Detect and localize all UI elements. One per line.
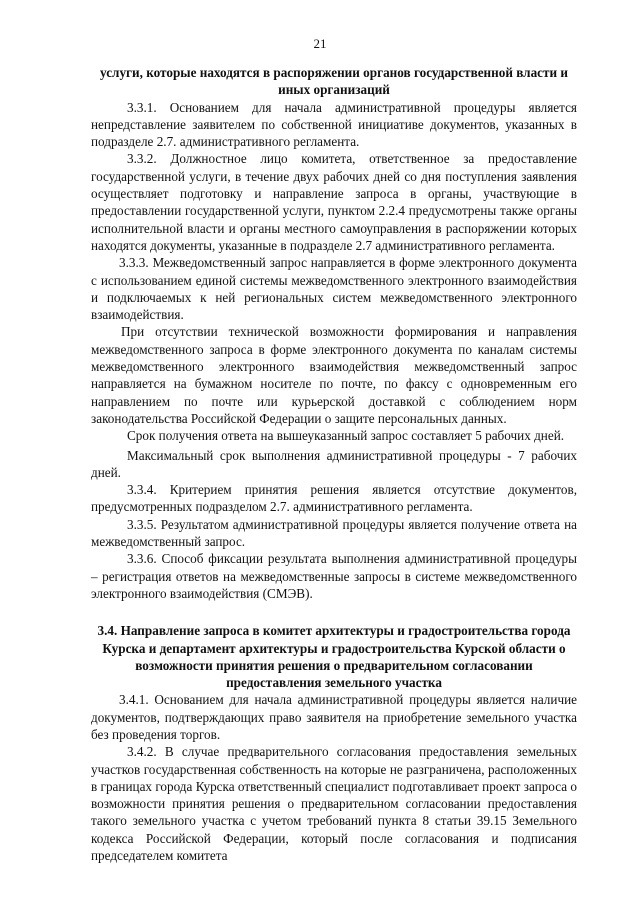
paragraph-3-3-4: 3.3.4. Критерием принятия решения является отсутствие документов, предусмотренных подразделом 2.7. административного регламента.: [91, 482, 577, 515]
paragraph-3-3-1: 3.3.1. Основанием для начала административной процедуры является непредставление заявителем по собственной инициативе документов, указанных в подразделе 2.7. административного регламента.: [91, 99, 577, 150]
paragraph-response-term: Срок получения ответа на вышеуказанный запрос составляет 5 рабочих дней.: [127, 428, 565, 444]
paragraph-3-3-3: 3.3.3. Межведомственный запрос направляется в форме электронного документа с использованием единой системы межведомственного электронного взаимодействия и подключаемых к ней региональных систем межведомственного электронного взаимодействия.: [91, 255, 577, 323]
paragraph-no-tech-possibility: При отсутствии технической возможности формирования и направления межведомственного запроса в форме электронного документа по каналам системы межведомственного электронного взаимодействия межведомственный запрос направляется на бумажном носителе по почте, по факсу с одновременным его направлением по почте или курьерской доставкой с соблюдением норм законодательства Российской Федерации о защите персональных данных.: [91, 324, 577, 426]
section-heading-3-4: 3.4. Направление запроса в комитет архитектуры и градостроительства города Курска и департамент архитектуры и градостроительства Курской области о возможности принятия решения о предварительном согласовании предоставления земельного участка: [97, 623, 571, 691]
paragraph-3-4-1: 3.4.1. Основанием для начала административной процедуры является наличие документов, подтверждающих право заявителя на приобретение земельного участка без проведения торгов.: [91, 692, 577, 742]
section-title-continuation: услуги, которые находятся в распоряжении органов государственной власти и иных организаций: [100, 65, 568, 98]
paragraph-max-term: Максимальный срок выполнения административной процедуры - 7 рабочих дней.: [91, 447, 577, 480]
paragraph-3-4-2: 3.4.2. В случае предварительного согласования предоставления земельных участков государственная собственность на которые не разграничена, расположенных в границах города Курска ответственный специалист подготавливает проект запроса о возможности принятия решения о предварительном согласовании предоставления такого земельного участка с учетом требований пункта 8 статьи 39.15 Земельного кодекса Российской Федерации, который после согласования и подписания председателем комитета: [91, 744, 577, 864]
page-number: 21: [313, 36, 327, 51]
paragraph-3-3-2: 3.3.2. Должностное лицо комитета, ответственное за предоставление государственной услуги, в течение двух рабочих дней со дня поступления заявления осуществляет подготовку и направление запроса в органы, участвующие в предоставлении государственной услуги, пунктом 2.2.4 предусмотрены также органы исполнительной власти и органы местного самоуправления в распоряжении которых находятся документы, указанные в подразделе 2.7 административного регламента.: [91, 151, 577, 253]
paragraph-3-3-5: 3.3.5. Результатом административной процедуры является получение ответа на межведомственный запрос.: [91, 516, 577, 550]
document-body: [91, 64, 577, 864]
paragraph-3-3-6: 3.3.6. Способ фиксации результата выполнения административной процедуры – регистрация ответов на межведомственные запросы в системе межведомственного электронного взаимодействия (СМЭВ).: [91, 551, 577, 601]
